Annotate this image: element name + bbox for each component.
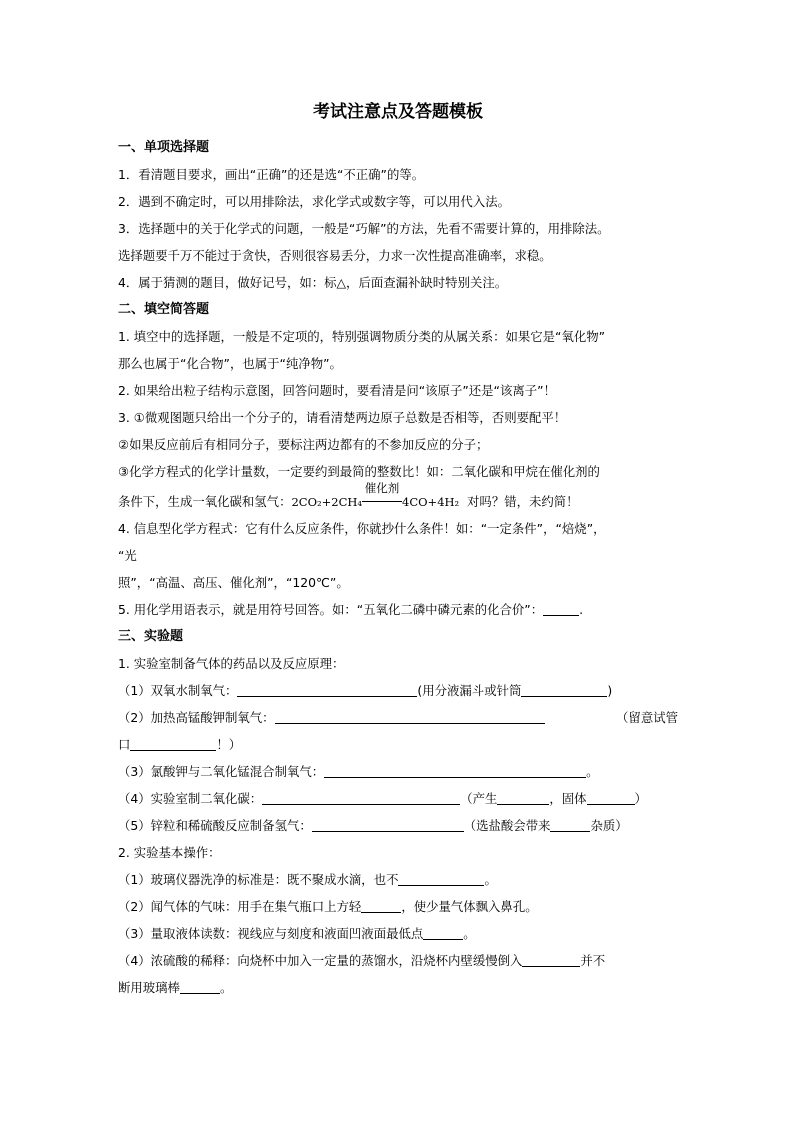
equation-line — [118, 481, 678, 515]
question-line — [118, 758, 678, 785]
question-line — [118, 947, 678, 974]
equation-comment: 对吗？错，未约简！ — [467, 494, 579, 509]
section-heading-choice: 一、单项选择题 — [118, 140, 210, 155]
question-line — [118, 974, 678, 1001]
text-line: 4. 信息型化学方程式：它有什么反应条件，你就抄什么条件！如：“一定条件”，“焙烧”， — [118, 521, 606, 536]
answer-blank[interactable] — [361, 898, 401, 913]
text-line: 1. 实验室制备气体的药品以及反应原理： — [118, 656, 345, 671]
text-segment: （4）浓硫酸的稀释：向烧杯中加入一定量的蒸馏水，沿烧杯内壁缓慢倒入 — [118, 953, 523, 968]
text-segment: 杂质） — [590, 818, 628, 833]
answer-blank[interactable] — [275, 709, 545, 724]
text-line: 照”，“高温、高压、催化剂”，“120℃”。 — [118, 575, 349, 590]
text-line: 选择题要千万不能过于贪快，否则很容易丢分，力求一次性提高准确率，求稳。 — [118, 248, 552, 263]
text-line: 那么也属于“化合物”，也属于“纯净物”。 — [118, 356, 342, 371]
text-segment: （1）玻璃仪器洗净的标准是：既不聚成水滴，也不 — [118, 872, 399, 887]
text-line: 2. 如果给出粒子结构示意图，回答问题时，要看清是问“该原子”还是“该离子”！ — [118, 383, 556, 398]
text-segment: （4）实验室制二氧化碳： — [118, 791, 263, 806]
section-heading-experiment: 三、实验题 — [118, 629, 184, 644]
formula-reactants: 2CO₂+2CH₄ — [291, 495, 363, 509]
question-line — [118, 812, 678, 839]
text-segment: 口 — [118, 737, 131, 752]
text-segment: （2）闻气体的气味：用手在集气瓶口上方轻 — [118, 899, 362, 914]
section-heading-fill: 二、填空简答题 — [118, 302, 210, 317]
text-segment: 。 — [586, 764, 599, 779]
question-line — [118, 920, 678, 947]
answer-blank[interactable] — [398, 871, 484, 886]
text-segment: ！） — [216, 737, 242, 752]
question-line — [118, 731, 678, 758]
answer-blank[interactable] — [543, 601, 579, 616]
answer-blank[interactable] — [587, 790, 635, 805]
text-line: 4．属于猜测的题目，做好记号，如：标△，后面查漏补缺时特别关注。 — [118, 275, 508, 290]
answer-blank[interactable] — [130, 736, 216, 751]
answer-blank[interactable] — [237, 682, 417, 697]
text-segment: ，固体 — [549, 791, 587, 806]
text-line: 1. 填空中的选择题，一般是不定项的，特别强调物质分类的从属关系：如果它是“氧化物” — [118, 329, 606, 344]
text-line: 2. 实验基本操作： — [118, 845, 221, 860]
text-segment: ） — [634, 791, 647, 806]
answer-blank[interactable] — [497, 790, 549, 805]
question-left — [118, 704, 545, 731]
formula-products: 4CO+4H₂ — [402, 495, 460, 509]
answer-blank[interactable] — [324, 763, 586, 778]
text-segment: 断用玻璃棒 — [118, 980, 180, 995]
catalyst-label: 催化剂 — [364, 481, 400, 495]
text-segment: （留意试管 — [616, 710, 678, 725]
page-title: 考试注意点及答题模板 — [313, 102, 483, 122]
answer-blank[interactable] — [550, 817, 590, 832]
text-line: 1．看清题目要求，画出“正确”的还是选“不正确”的等。 — [118, 167, 425, 182]
catalyst-arrow — [362, 481, 402, 519]
text-line: 3. ①微观图题只给出一个分子的，请看清楚两边原子总数是否相等，否则要配平！ — [118, 410, 567, 425]
answer-blank[interactable] — [180, 979, 220, 994]
answer-blank[interactable] — [262, 790, 460, 805]
text-line: 2．遇到不确定时，可以用排除法，求化学式或数字等，可以用代入法。 — [118, 194, 510, 209]
document-page — [118, 92, 678, 1001]
text-line: “光 — [118, 548, 137, 563]
text-segment: （2）加热高锰酸钾制氧气： — [118, 710, 275, 725]
text-segment: ) — [607, 683, 613, 698]
text-segment: 。 — [463, 926, 476, 941]
equation-intro: 条件下，生成一氧化碳和氢气： — [118, 494, 292, 509]
text-line: ③化学方程式的化学计量数，一定要约到最简的整数比！如：二氧化碳和甲烷在催化剂的 — [118, 464, 600, 479]
text-segment: 5. 用化学用语表示，就是用符号回答。如：“五氧化二磷中磷元素的化合价”： — [118, 602, 544, 617]
text-segment: （3）量取液体读数：视线应与刻度和液面凹液面最低点 — [118, 926, 424, 941]
text-segment: （5）锌粒和稀硫酸反应制备氢气： — [118, 818, 312, 833]
text-segment: 并不 — [580, 953, 606, 968]
text-segment: （选盐酸会带来 — [463, 818, 551, 833]
answer-blank[interactable] — [423, 925, 463, 940]
text-segment: 。 — [484, 872, 497, 887]
question-line — [118, 677, 678, 704]
text-segment: （3）氯酸钾与二氧化锰混合制氧气： — [118, 764, 325, 779]
text-segment: （产生 — [460, 791, 498, 806]
text-line: 3．选择题中的关于化学式的问题，一般是“巧解”的方法，先看不需要计算的，用排除法。 — [118, 221, 610, 236]
text-line: ②如果反应前后有相同分子，要标注两边都有的不参加反应的分子； — [118, 437, 489, 452]
question-line — [118, 704, 678, 731]
text-segment: 。 — [219, 980, 233, 995]
answer-blank[interactable] — [522, 952, 580, 967]
answer-blank[interactable] — [521, 682, 607, 697]
text-line-with-blank — [118, 596, 678, 623]
text-segment: (用分液漏斗或针筒 — [417, 683, 522, 698]
question-line — [118, 785, 678, 812]
text-segment: . — [579, 602, 584, 617]
answer-blank[interactable] — [312, 817, 464, 832]
question-line — [118, 893, 678, 920]
text-segment: （1）双氧水制氧气： — [118, 683, 238, 698]
text-segment: ，使少量气体飘入鼻孔。 — [401, 899, 538, 914]
question-line — [118, 866, 678, 893]
